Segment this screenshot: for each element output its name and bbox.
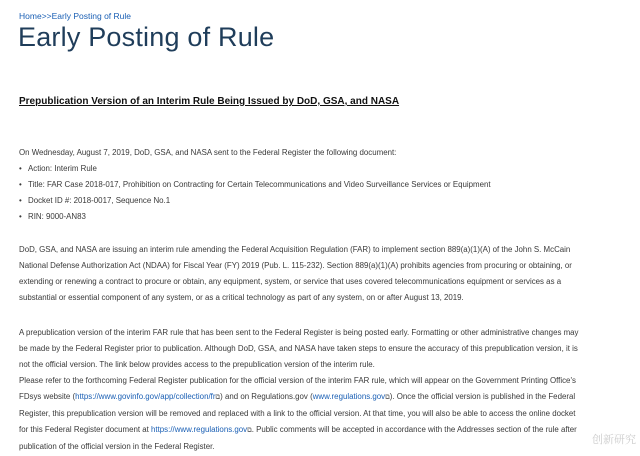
watermark-logo: 创新研究 xyxy=(592,433,636,446)
breadcrumb-current-link[interactable]: Early Posting of Rule xyxy=(51,11,131,21)
list-item: • Docket ID #: 2018-0017, Sequence No.1 xyxy=(19,193,491,209)
bullet-icon: • xyxy=(19,164,22,173)
list-item: • RIN: 9000-AN83 xyxy=(19,209,491,225)
regulations-gov-link[interactable]: www.regulations.gov xyxy=(312,392,386,401)
rule-subtitle: Prepublication Version of an Interim Rule Being Issued by DoD, GSA, and NASA xyxy=(19,96,400,107)
bullet-icon: • xyxy=(19,196,22,205)
regulations-gov-docket-link[interactable]: https://www.regulations.gov xyxy=(151,425,248,434)
external-link-icon: ⧉ xyxy=(385,394,390,401)
external-link-icon: ⧉ xyxy=(247,427,252,434)
govinfo-link[interactable]: https://www.govinfo.gov/app/collection/fr xyxy=(75,392,216,401)
breadcrumb xyxy=(19,11,131,21)
external-link-icon: ⧉ xyxy=(215,394,221,401)
page-title: Early Posting of Rule xyxy=(18,22,275,52)
list-item: • Action: Interim Rule xyxy=(19,161,491,177)
breadcrumb-home-link[interactable]: Home xyxy=(19,11,42,21)
official-version-paragraph: Please refer to the forthcoming Federal Register publication for the official version of the interim FAR rule, which will appear on the Government Printing Office's FDsys website (https://www.govinfo.gov/app/collection/fr⧉) and on Regulations.gov (www.regulations.gov⧉). Once the official version is published in the Federal Register, this prepublication version will be removed and replaced with a link to the official version. At that time, you will also be able to access the online docket for this Federal Register document at https://www.regulations.gov⧉. Public comments will be accepted in accordance with the Addresses section of the rule after publication of the official version in the Federal Register. xyxy=(19,376,577,451)
bullet-icon: • xyxy=(19,212,22,221)
prepublication-paragraph: A prepublication version of the interim FAR rule that has been sent to the Federal Register is being posted early. Formatting or other administrative changes may be made by the Federal Register prior to publication. Although DoD, GSA, and NASA have taken steps to ensure the accuracy of this prepublication version, it is not the official version. The link below provides access to the prepublication version of the interim rule. xyxy=(19,328,579,369)
breadcrumb-separator: >> xyxy=(41,11,52,21)
document-details-list xyxy=(19,161,491,225)
list-item: • Title: FAR Case 2018-017, Prohibition on Contracting for Certain Telecommunications and Video Surveillance Services or Equipment xyxy=(19,177,491,193)
intro-text: On Wednesday, August 7, 2019, DoD, GSA, and NASA sent to the Federal Register the following document: xyxy=(19,148,397,157)
summary-paragraph: DoD, GSA, and NASA are issuing an interim rule amending the Federal Acquisition Regulation (FAR) to implement section 889(a)(1)(A) of the John S. McCain National Defense Authorization Act (NDAA) for Fiscal Year (FY) 2019 (Pub. L. 115-232). Section 889(a)(1)(A) prohibits agencies from procuring or obtaining, or extending or renewing a contract to procure or obtain, any equipment, system, or service that uses covered telecommunications equipment or services as a substantial or essential component of any system, or as a critical technology as part of any system, on or after August 13, 2019. xyxy=(19,245,572,302)
bullet-icon: • xyxy=(19,180,22,189)
